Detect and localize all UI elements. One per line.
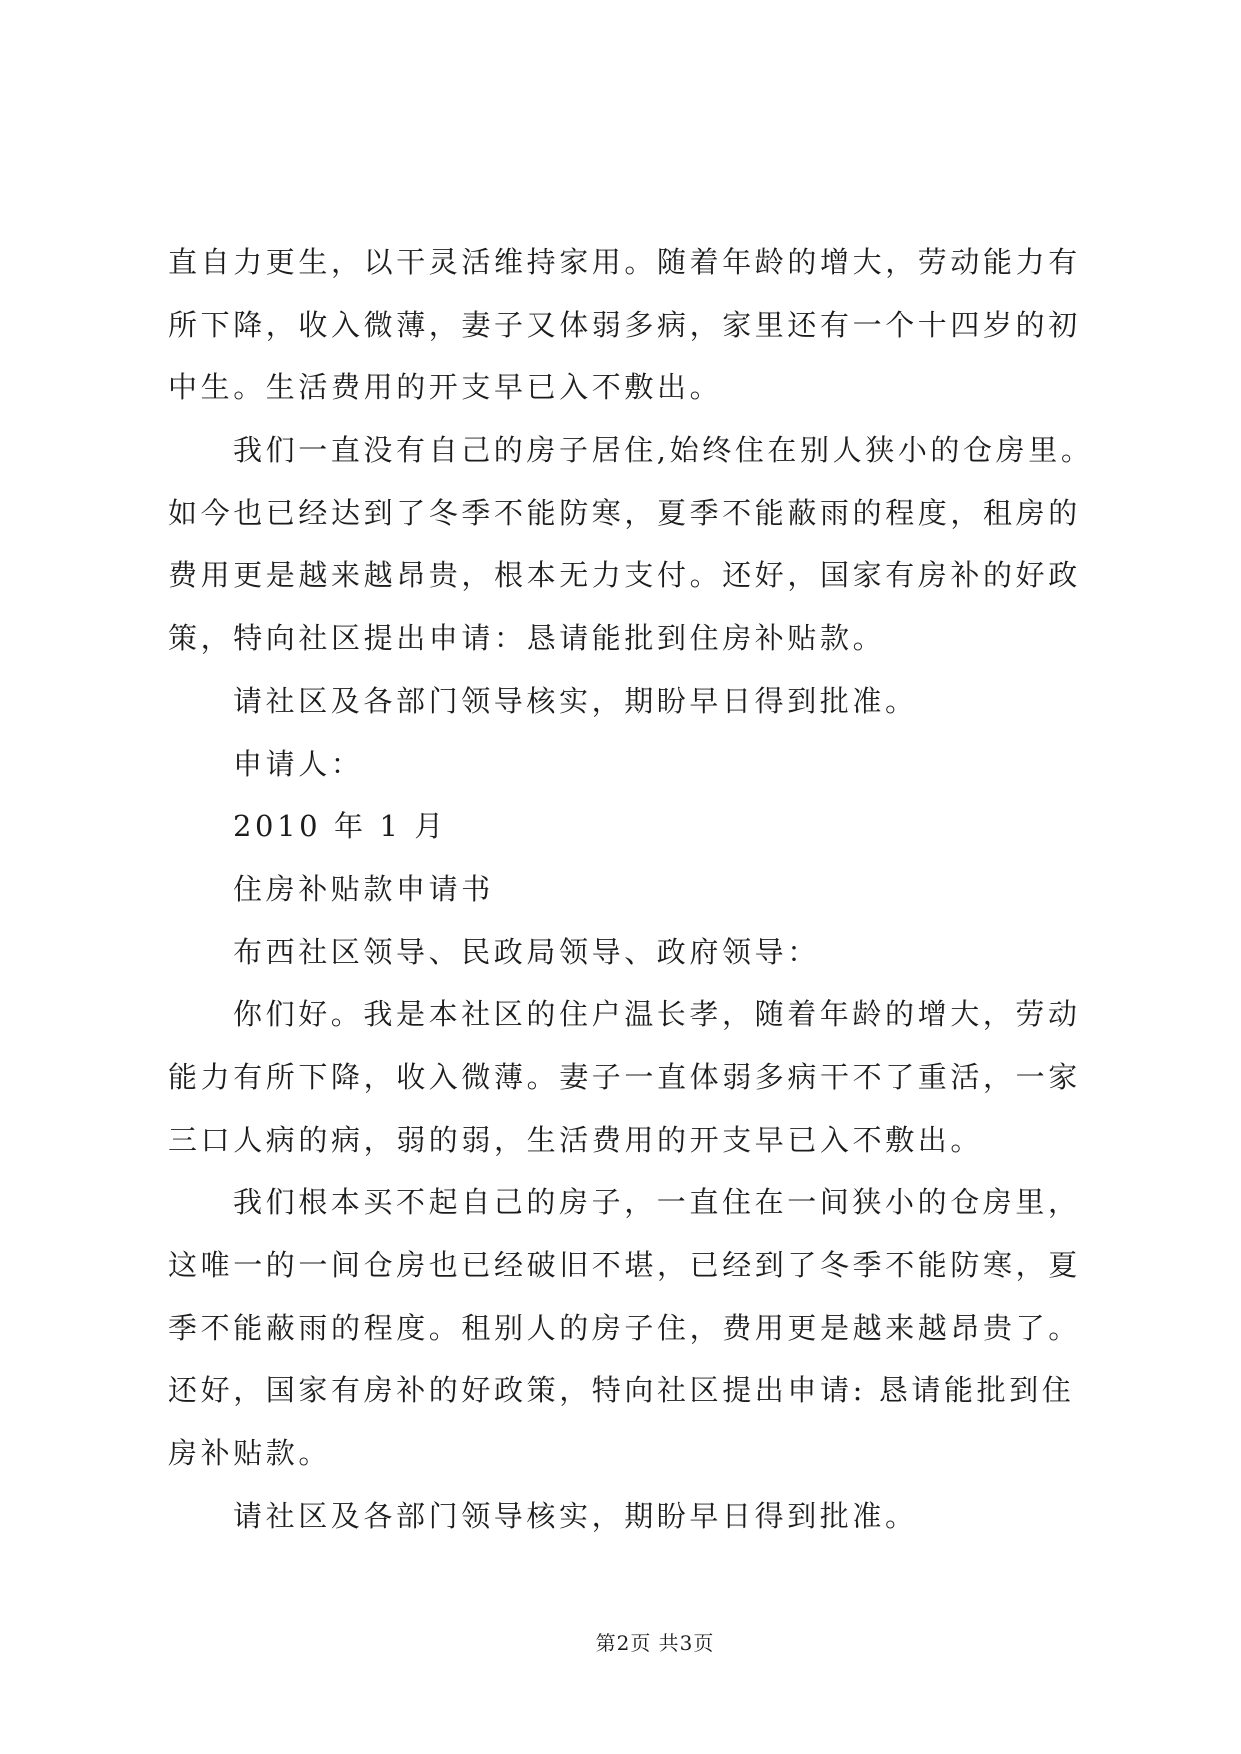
text-line: 策，特向社区提出申请：恳请能批到住房补贴款。 bbox=[168, 621, 886, 656]
paragraph bbox=[168, 1171, 1093, 1484]
letter-title bbox=[168, 858, 1093, 921]
text-line: 还好，国家有房补的好政策，特向社区提出申请: 恳请能批到住 bbox=[168, 1373, 1075, 1408]
text-line: 中生。生活费用的开支早已入不敷出。 bbox=[168, 370, 723, 405]
applicant-signature-line bbox=[168, 733, 1093, 796]
document-body bbox=[168, 231, 1093, 1547]
text-line: 三口人病的病，弱的弱，生活费用的开支早已入不敷出。 bbox=[168, 1122, 984, 1157]
text-line: 这唯一的一间仓房也已经破旧不堪，已经到了冬季不能防寒，夏 bbox=[168, 1248, 1081, 1282]
text-line: 房补贴款。 bbox=[168, 1436, 332, 1471]
text-line: 所下降，收入微薄，妻子又体弱多病，家里还有一个十四岁的初 bbox=[168, 307, 1081, 342]
text-line: 布西社区领导、民政局领导、政府领导： bbox=[233, 934, 820, 969]
text-line: 申请人： bbox=[233, 746, 364, 781]
text-line: 能力有所下降，收入微薄。妻子一直体弱多病干不了重活，一家 bbox=[168, 1059, 1081, 1094]
date-line bbox=[168, 795, 1093, 858]
text-line: 请社区及各部门领导核实，期盼早日得到批准。 bbox=[233, 1498, 918, 1533]
paragraph bbox=[168, 1485, 1093, 1548]
text-line: 如今也已经达到了冬季不能防寒，夏季不能蔽雨的程度，租房的 bbox=[168, 495, 1081, 530]
text-line: 2010 年 1 月 bbox=[233, 809, 447, 844]
paragraph bbox=[168, 670, 1093, 733]
page-number-footer: 第2页 共3页 bbox=[595, 1631, 715, 1655]
text-line: 我们根本买不起自己的房子，一直住在一间狭小的仓房里， bbox=[233, 1185, 1081, 1220]
salutation bbox=[168, 921, 1093, 984]
text-line: 请社区及各部门领导核实，期盼早日得到批准。 bbox=[233, 683, 918, 718]
text-line: 季不能蔽雨的程度。租别人的房子住，费用更是越来越昂贵了。 bbox=[168, 1310, 1081, 1345]
text-line: 直自力更生，以干灵活维持家用。随着年龄的增大，劳动能力有 bbox=[168, 245, 1081, 279]
paragraph bbox=[168, 419, 1093, 670]
text-line: 住房补贴款申请书 bbox=[233, 871, 494, 906]
paragraph-continuation bbox=[168, 231, 1093, 419]
paragraph bbox=[168, 983, 1093, 1171]
text-line: 费用更是越来越昂贵，根本无力支付。还好，国家有房补的好政 bbox=[168, 558, 1081, 593]
text-line: 你们好。我是本社区的住户温长孝，随着年龄的增大，劳动 bbox=[233, 997, 1081, 1032]
text-line: 我们一直没有自己的房子居住,始终住在别人狭小的仓房里。 bbox=[233, 433, 1094, 468]
